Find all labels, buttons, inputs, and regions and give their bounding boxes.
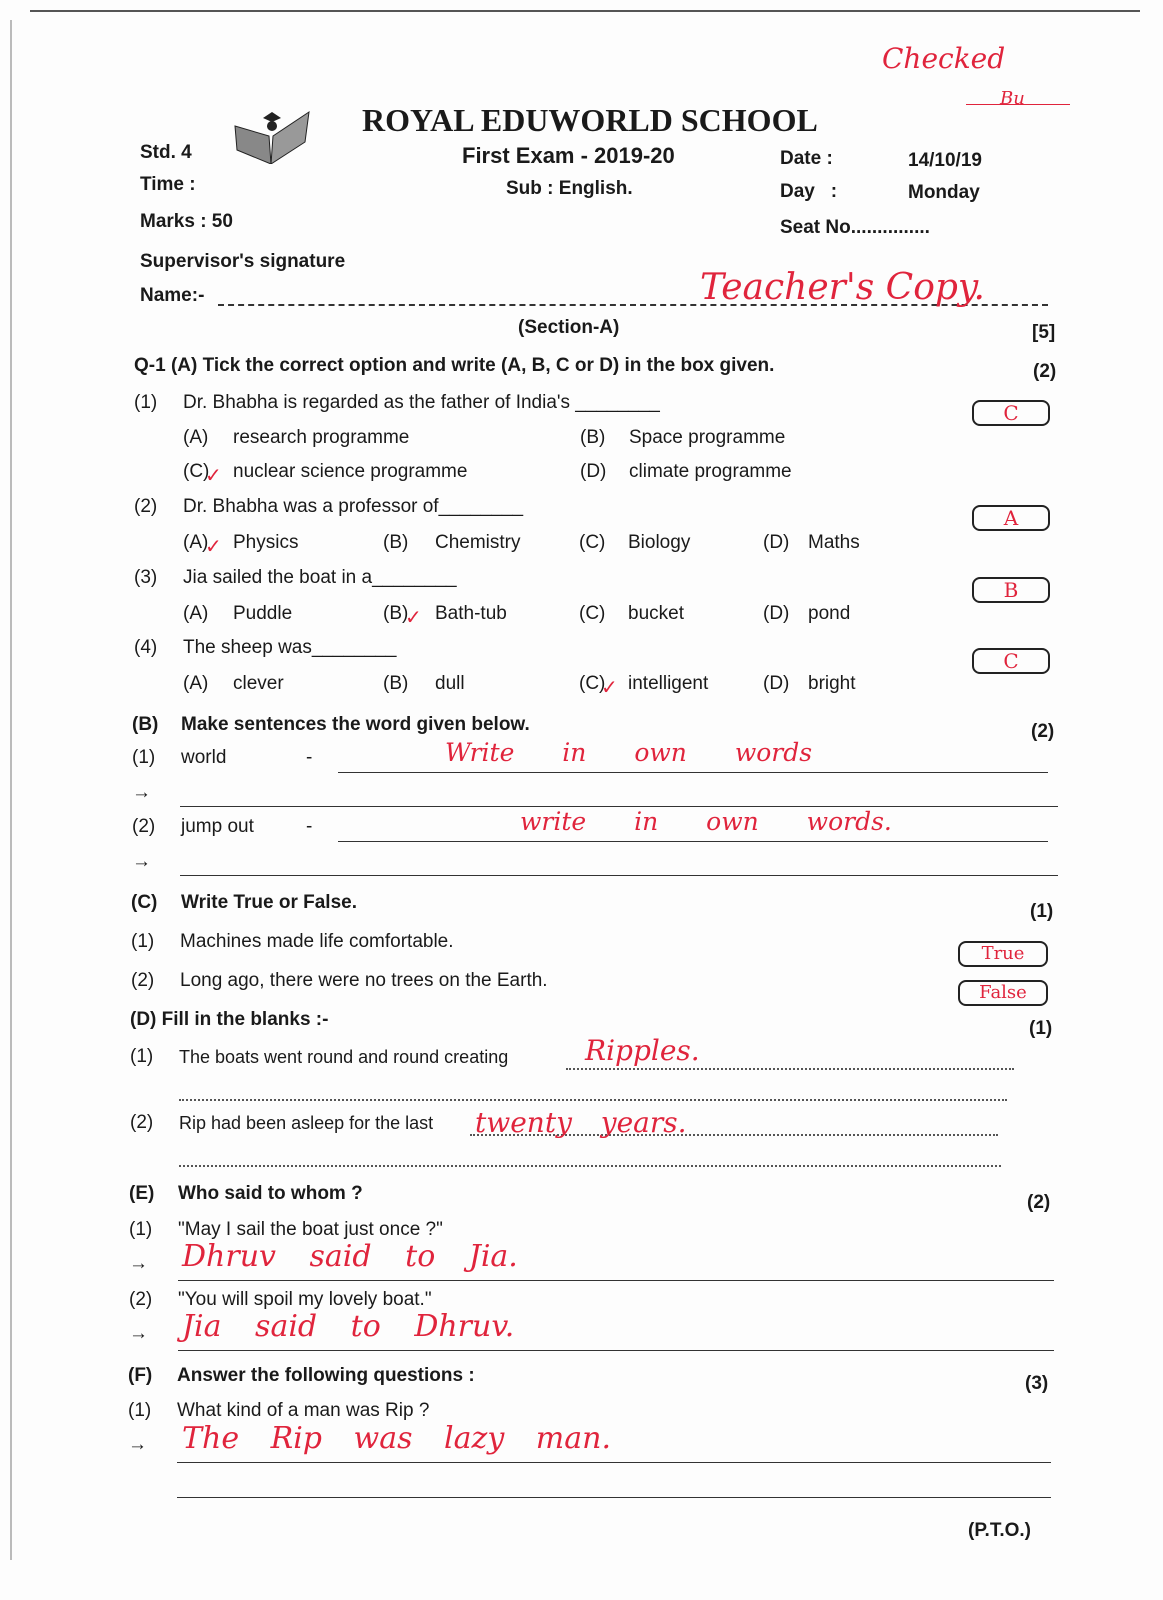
option-text[interactable]: Biology <box>628 532 691 553</box>
qe-marks: (2) <box>1027 1192 1051 1213</box>
option-text[interactable]: Chemistry <box>435 532 521 553</box>
qc-label: (C) <box>131 892 158 913</box>
option-text[interactable]: Maths <box>808 532 860 553</box>
answer-box[interactable]: A <box>972 505 1050 531</box>
dash: - <box>306 816 313 837</box>
answer-line <box>177 1462 1051 1463</box>
seat-number: Seat No............... <box>780 217 930 238</box>
quote: "You will spoil my lovely boat." <box>178 1289 432 1310</box>
qd-num: (1) <box>130 1046 154 1067</box>
question-number: (2) <box>132 816 156 837</box>
qc-heading: Write True or False. <box>181 892 357 913</box>
qb-marks: (2) <box>1031 721 1055 742</box>
question-number: (1) <box>132 747 156 768</box>
option-label[interactable]: (A) <box>183 673 209 694</box>
subject: Sub : English. <box>506 178 633 199</box>
answer-line <box>180 875 1058 876</box>
quote: "May I sail the boat just once ?" <box>178 1219 443 1240</box>
qc-num: (2) <box>131 970 155 991</box>
day-label: Day : <box>780 181 838 202</box>
checker-signature: Bu <box>1000 88 1025 109</box>
qc-marks: (1) <box>1030 901 1054 922</box>
question-text: Dr. Bhabha was a professor of________ <box>183 496 524 517</box>
option-text[interactable]: Physics <box>233 532 299 553</box>
question-number: (3) <box>134 567 158 588</box>
option-label[interactable]: (B) <box>383 673 409 694</box>
tick-mark-icon: ✓ <box>601 677 618 699</box>
dash: - <box>306 747 313 768</box>
qd-sentence: Rip had been asleep for the last <box>179 1113 434 1133</box>
name-value: Teacher's Copy. <box>700 267 985 308</box>
question-number: (4) <box>134 637 158 658</box>
qf-num: (1) <box>128 1400 152 1421</box>
option-text[interactable]: Space programme <box>629 427 786 448</box>
answer-box[interactable]: C <box>972 400 1050 426</box>
marks: Marks : 50 <box>140 211 233 232</box>
tick-mark-icon: ✓ <box>405 607 422 629</box>
answer-line <box>338 772 1048 773</box>
tick-mark-icon: ✓ <box>205 465 222 487</box>
option-label[interactable]: (B) <box>580 427 606 448</box>
option-label[interactable]: (A) <box>183 532 209 553</box>
option-label[interactable]: (C) <box>579 673 606 694</box>
qd-answer: Ripples. <box>585 1034 700 1067</box>
option-label[interactable]: (A) <box>183 427 209 448</box>
question-number: (2) <box>129 1289 153 1310</box>
blank-line <box>179 1099 1007 1101</box>
who-said-answer: Jia said to Dhruv. <box>182 1309 515 1344</box>
option-label[interactable]: (C) <box>579 532 606 553</box>
option-text[interactable]: climate programme <box>629 461 792 482</box>
school-logo-book-icon <box>233 106 311 164</box>
date-value: 14/10/19 <box>908 150 982 171</box>
qb-heading: Make sentences the word given below. <box>181 714 530 735</box>
who-said-answer: Dhruv said to Jia. <box>182 1239 518 1274</box>
qf-answer: The Rip was lazy man. <box>182 1421 612 1456</box>
sentence-answer: Write in own words <box>445 738 813 767</box>
exam-title: First Exam - 2019-20 <box>462 143 675 168</box>
option-text[interactable]: dull <box>435 673 465 694</box>
answer-box[interactable]: B <box>972 577 1050 603</box>
qc-num: (1) <box>131 931 155 952</box>
given-word: world <box>181 747 227 768</box>
time-label: Time : <box>140 174 196 195</box>
qd-marks: (1) <box>1029 1018 1053 1039</box>
arrow: → <box>129 1323 148 1344</box>
option-text[interactable]: bucket <box>628 603 684 624</box>
q1a-heading: Q-1 (A) Tick the correct option and write (A, B, C or D) in the box given. <box>134 355 775 376</box>
option-text[interactable]: research programme <box>233 427 410 448</box>
arrow: → <box>129 1253 148 1274</box>
option-label[interactable]: (D) <box>763 532 790 553</box>
checked-note: Checked <box>882 42 1006 75</box>
standard: Std. 4 <box>140 142 192 163</box>
option-text[interactable]: intelligent <box>628 673 709 694</box>
arrow: → <box>128 1434 147 1455</box>
question-text: Jia sailed the boat in a________ <box>183 567 457 588</box>
scan-edge <box>30 10 1140 12</box>
qd-answer: twenty years. <box>475 1106 687 1139</box>
answer-line <box>178 1350 1054 1351</box>
option-label[interactable]: (D) <box>580 461 607 482</box>
answer-line <box>338 841 1048 842</box>
question-text: Dr. Bhabha is regarded as the father of India's ________ <box>183 392 660 413</box>
scan-edge <box>10 20 12 1560</box>
supervisor-signature: Supervisor's signature <box>140 251 346 272</box>
option-label[interactable]: (C) <box>579 603 606 624</box>
option-label[interactable]: (B) <box>383 532 409 553</box>
pto: (P.T.O.) <box>968 1520 1031 1541</box>
option-text[interactable]: nuclear science programme <box>233 461 468 482</box>
date-label: Date : <box>780 148 833 169</box>
qf-heading: Answer the following questions : <box>177 1365 475 1386</box>
answer-line <box>178 1280 1054 1281</box>
qc-statement: Machines made life comfortable. <box>180 931 454 952</box>
option-label[interactable]: (C) <box>183 461 210 482</box>
answer-box[interactable]: C <box>972 648 1050 674</box>
q1a-marks: (2) <box>1033 361 1057 382</box>
option-text[interactable]: clever <box>233 673 284 694</box>
arrow: → <box>132 851 151 872</box>
name-label: Name:- <box>140 285 205 306</box>
answer-line <box>177 1497 1051 1498</box>
tick-mark-icon: ✓ <box>205 536 222 558</box>
option-text[interactable]: Puddle <box>233 603 293 624</box>
option-label[interactable]: (A) <box>183 603 209 624</box>
qd-sentence: The boats went round and round creating <box>179 1047 509 1067</box>
section-marks: [5] <box>1032 322 1056 343</box>
qe-label: (E) <box>129 1183 155 1204</box>
section-title: (Section-A) <box>518 317 620 338</box>
sentence-answer: write in own words. <box>520 807 892 836</box>
qd-heading: (D) Fill in the blanks :- <box>130 1009 329 1030</box>
day-value: Monday <box>908 182 980 203</box>
question-number: (1) <box>134 392 158 413</box>
option-label[interactable]: (D) <box>763 673 790 694</box>
option-text[interactable]: Bath-tub <box>435 603 507 624</box>
qf-label: (F) <box>128 1365 153 1386</box>
option-text[interactable]: bright <box>808 673 856 694</box>
blank-line <box>179 1165 1001 1167</box>
blank-line <box>566 1068 1014 1070</box>
option-label[interactable]: (B) <box>383 603 409 624</box>
qf-question: What kind of a man was Rip ? <box>177 1400 430 1421</box>
question-number: (2) <box>134 496 158 517</box>
given-word: jump out <box>181 816 254 837</box>
question-text: The sheep was________ <box>183 637 397 658</box>
option-label[interactable]: (D) <box>763 603 790 624</box>
qb-label: (B) <box>132 714 159 735</box>
answer-box[interactable]: False <box>958 980 1048 1006</box>
qc-statement: Long ago, there were no trees on the Earth. <box>180 970 548 991</box>
answer-box[interactable]: True <box>958 941 1048 967</box>
option-text[interactable]: pond <box>808 603 851 624</box>
arrow: → <box>132 782 151 803</box>
school-name: ROYAL EDUWORLD SCHOOL <box>362 102 818 138</box>
qe-heading: Who said to whom ? <box>178 1183 363 1204</box>
qf-marks: (3) <box>1025 1373 1049 1394</box>
question-number: (1) <box>129 1219 153 1240</box>
signature-underline <box>966 104 1070 105</box>
qd-num: (2) <box>130 1112 154 1133</box>
